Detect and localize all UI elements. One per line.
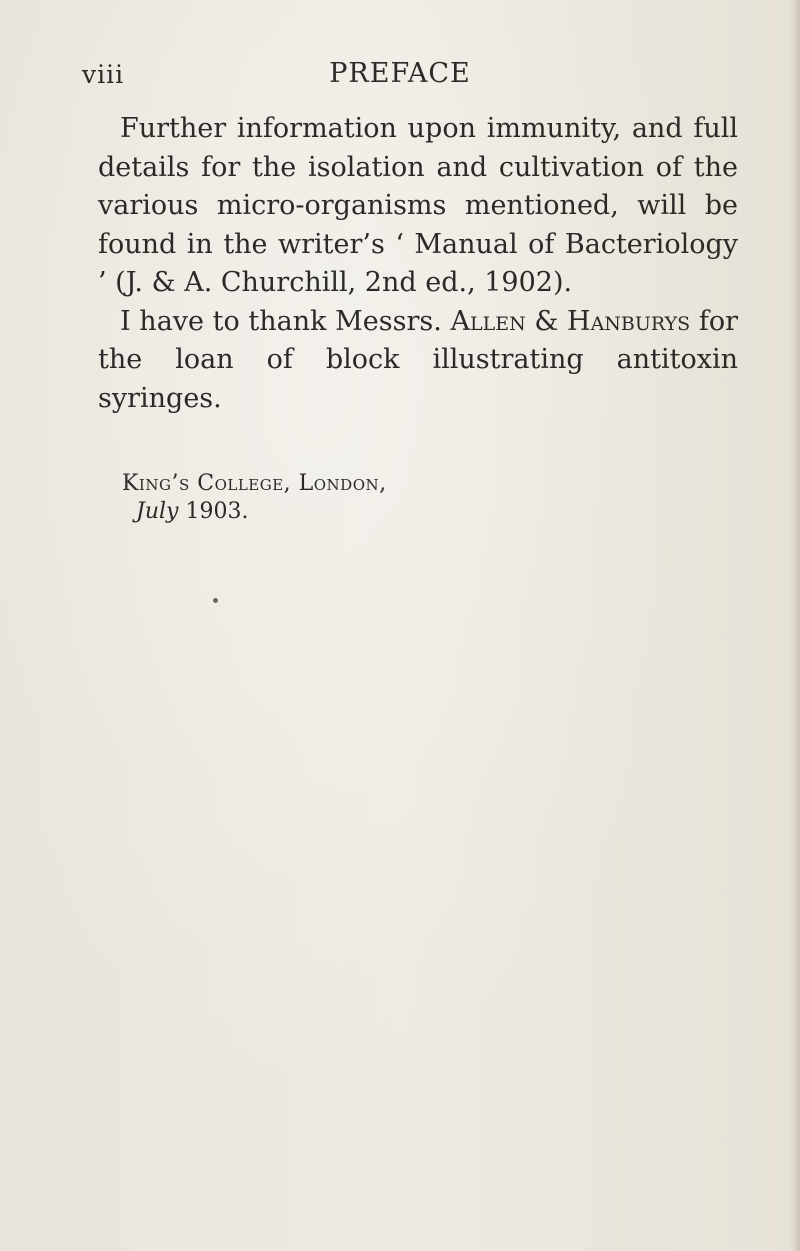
paragraph-acknowledgement (98, 303, 738, 419)
page-number: viii (82, 60, 125, 89)
ink-speck (213, 598, 218, 603)
acknowledged-firm-names: Allen & Hanburys (450, 305, 691, 337)
signature-block (122, 470, 582, 526)
acknowledgement-text-after: for the loan of block illustrating antitoxin syringes. (98, 305, 738, 414)
preface-body (98, 110, 738, 418)
page-header (0, 56, 800, 96)
signature-place: King’s College, London, (122, 471, 387, 496)
signature-date (122, 498, 582, 526)
running-head: PREFACE (329, 58, 471, 89)
signature-month: July (136, 499, 179, 524)
page-edge-shadow (790, 0, 800, 1251)
acknowledgement-text-before: I have to thank Messrs. (120, 305, 451, 337)
paragraph-immunity: Further information upon immunity, and full details for the isolation and cultivation of the various micro-organisms mentioned, will be found in the writer’s ‘ Manual of Bacteriology ’ (J. & A. Churchill, 2nd ed., 1902). (98, 113, 738, 298)
signature-year: 1903. (185, 499, 249, 524)
